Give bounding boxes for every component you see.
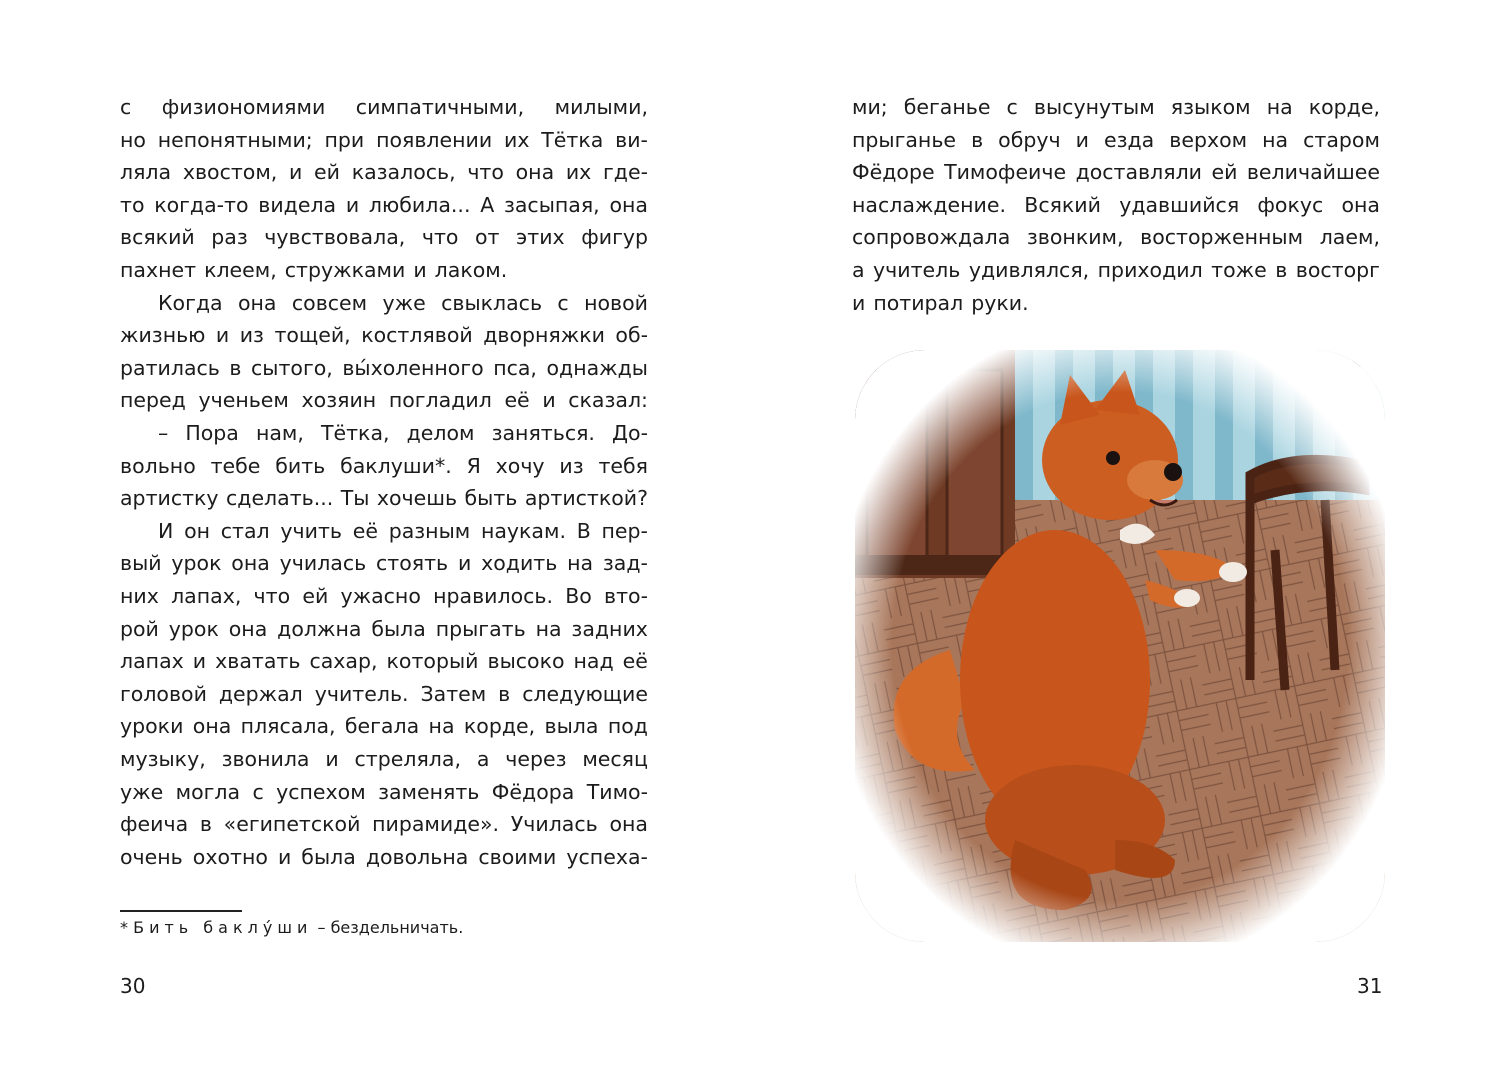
word: чувствовала, [264,225,406,250]
word: с [1006,95,1018,119]
word: языком [1170,95,1251,119]
word: звонила [221,747,310,771]
word: но [120,127,146,152]
word: хвостом, [182,160,278,185]
word: и [852,290,866,315]
text-line [120,488,648,509]
word: Ты [340,486,370,511]
word: засыпая, [503,192,600,217]
word: он [184,518,211,543]
word: и [345,192,360,217]
word: этих [516,225,565,250]
word: Тётка, [320,421,390,445]
word: непонятными; [157,127,313,152]
word: восторженным [1140,225,1304,250]
text-line [852,162,1380,183]
page-number-right: 31 [1357,974,1383,998]
word: делом [406,421,475,445]
word: с [557,290,569,315]
word: лаем, [1319,225,1380,250]
dog-illustration [855,350,1385,942]
word: восторг [1295,258,1380,282]
word: пер- [601,518,648,543]
word: она [192,714,232,739]
word: сделать... [226,486,334,511]
word: в [498,681,511,706]
word: и [325,747,339,771]
word: Затем [420,681,487,706]
word: всякий [120,225,195,250]
text-line [120,260,648,281]
word: её [504,388,530,413]
text-line [120,586,648,607]
word: старом [1303,127,1380,152]
word: под [607,714,648,739]
word: вто- [604,584,648,608]
word: и [542,388,556,413]
word: и [1075,127,1089,152]
word: на [567,551,594,576]
word: в [971,127,984,152]
word: Тимо- [586,779,648,804]
word: тощей, [274,323,351,348]
text-line [852,127,1380,152]
text-line [120,192,648,217]
word: пирамиде». [372,812,500,837]
word: тоже [1211,258,1267,282]
word: учитель [873,258,961,282]
word: обруч [998,127,1061,152]
word: И [158,518,174,543]
word: любила... [368,192,471,217]
word: бегала [344,714,420,739]
word: Во [565,584,592,608]
word: через [505,747,567,771]
word: хватать [215,649,301,674]
word: тебя [598,453,648,478]
word: казалось, [351,160,456,185]
text-line [120,616,648,641]
text-line [120,325,648,346]
word: ратилась [120,355,220,380]
word: Фёдоре [852,160,935,185]
word: милыми, [554,95,648,119]
word: них [120,584,159,608]
footnote-term: Бить баклу́ши [133,918,313,937]
word: музыку, [120,747,206,771]
word: об- [615,323,648,348]
word: лаком. [434,258,508,282]
text-line [158,518,648,543]
word: урок [171,551,222,576]
word: клеем, [204,258,277,282]
word: на [1266,95,1293,119]
word: который [386,649,479,674]
word: артистку [120,486,219,511]
word: при [324,127,365,152]
word: когда-то [154,192,249,217]
word: вый [120,551,162,576]
text-line [852,290,1380,315]
word: могла [175,779,241,804]
word: их [504,127,530,152]
word: нравилось. [433,584,553,608]
word: задних [571,616,648,641]
word: Тётка [541,127,604,152]
word: она [231,551,270,576]
text-line [158,423,648,444]
word: лапах [120,649,184,674]
word: артисткой? [524,486,648,511]
word: то [120,192,145,217]
word: хочешь [376,486,458,511]
word: Всякий [1024,192,1101,217]
word: из [239,323,264,348]
word: пахнет [120,258,197,282]
text-line [852,192,1380,217]
word: её [622,649,648,674]
word: погладил [388,388,492,413]
word: корде, [1308,95,1380,119]
word: Тимофеиче [944,160,1067,185]
text-line [852,227,1380,248]
word: ужасно [340,584,421,608]
word: уже [120,779,164,804]
word: месяц [582,747,648,771]
word: разным [388,518,471,543]
word: свыклась [441,290,543,315]
word: была [301,844,356,869]
word: Когда [158,290,223,315]
word: в [229,355,242,380]
word: на [428,714,455,739]
word: сопровождала [852,225,1011,250]
text-line [852,97,1380,118]
word: высоко [487,649,565,674]
footnote [120,920,463,936]
word: очень [120,844,183,869]
word: симпатичными, [355,95,525,119]
word: фигур [581,225,648,250]
word: Училась [510,812,598,837]
word: из [559,453,584,478]
word: она [228,616,268,641]
word: наслаждение. [852,192,1007,217]
word: удавшийся [1119,192,1240,217]
word: ей [302,584,329,608]
word: Я [466,453,481,478]
word: приходил [1097,258,1203,282]
word: корде, [463,714,536,739]
word: стружками [284,258,406,282]
text-line [120,453,648,478]
word: сказал: [568,388,648,413]
word: – [158,421,169,445]
word: однажды [546,355,648,380]
word: заняться. [491,421,595,445]
word: доставляли [1075,160,1202,185]
word: До- [612,421,648,445]
word: высунутым [1033,95,1155,119]
word: сахар, [309,649,378,674]
word: где- [603,160,648,185]
word: что [253,584,291,608]
word: беганье [903,95,991,119]
word: фокус [1257,192,1324,217]
word: ученьем [198,388,289,413]
word: своими [478,844,557,869]
text-line [120,779,648,804]
word: плясала, [240,714,336,739]
word: уже [382,290,426,315]
word: успехом [276,779,366,804]
word: ви- [615,127,648,152]
footnote-dash: – [317,918,326,937]
word: прыгать [435,616,526,641]
word: быть [464,486,518,511]
word: и [192,649,207,674]
text-line [120,749,648,770]
word: бить [275,453,326,478]
word: и [413,258,427,282]
word: их [565,160,592,185]
word: феича [120,812,189,837]
word: хозяин [301,388,377,413]
word: видела [258,192,337,217]
word: ходить [481,551,558,576]
text-line [120,844,648,869]
word: прыганье [852,127,957,152]
word: в [1275,258,1288,282]
word: с [252,779,264,804]
word: успеха- [566,844,648,869]
word: верхом [1169,127,1248,152]
word: на [1262,127,1289,152]
word: должна [277,616,362,641]
word: и [289,160,303,185]
word: появлении [376,127,493,152]
word: лапах, [171,584,242,608]
word: она [237,290,277,315]
word: урок [168,616,219,641]
word: вы́холенного [342,355,484,380]
word: удивлялся, [968,258,1090,282]
word: езда [1103,127,1155,152]
page-number-left: 30 [120,974,146,998]
word: ей [314,160,340,185]
word: заменять [378,779,480,804]
word: с [120,95,132,119]
word: стреляла, [354,747,461,771]
text-line [120,227,648,248]
word: охотно [192,844,268,869]
word: что [421,225,459,250]
text-line [120,390,648,411]
word: стоять [376,551,449,576]
word: вольно [120,453,196,478]
footnote-definition: бездельничать. [330,918,464,937]
word: совсем [291,290,368,315]
text-line [120,553,648,574]
word: и [277,844,292,869]
word: головой [120,681,207,706]
footnote-divider [120,910,242,912]
word: а [476,747,490,771]
word: её [352,518,378,543]
word: новой [584,290,648,315]
word: ей [1211,160,1238,185]
word: жизнью [120,323,206,348]
word: пса, [493,355,537,380]
word: учить [280,518,342,543]
word: А [480,192,495,217]
text-line [120,162,648,183]
word: потирал [873,290,964,315]
footnote-marker: * [120,918,128,937]
word: следующие [522,681,648,706]
word: нам, [255,421,304,445]
text-line [120,355,648,380]
word: она [609,192,648,217]
word: баклуши*. [340,453,452,478]
word: над [573,649,614,674]
word: а [852,258,865,282]
word: перед [120,388,186,413]
word: дворняжки [483,323,605,348]
word: и [215,323,230,348]
word: в [199,812,212,837]
word: ми; [852,95,888,119]
word: на [535,616,562,641]
word: была [371,616,426,641]
word: величайшее [1246,160,1380,185]
word: она [609,812,648,837]
word: училась [279,551,367,576]
text-line [158,290,648,315]
word: стал [220,518,270,543]
word: звонким, [1026,225,1124,250]
text-line [120,97,648,118]
word: сытого, [251,355,333,380]
word: довольна [365,844,469,869]
word: выла [544,714,599,739]
word: раз [211,225,248,250]
word: «египетской [223,812,361,837]
word: хочу [495,453,545,478]
word: она [1341,192,1380,217]
word: рой [120,616,159,641]
word: наукам. [480,518,566,543]
word: она [515,160,555,185]
word: ляла [120,160,172,185]
word: зад- [602,551,648,576]
word: что [467,160,504,185]
word: В [576,518,591,543]
word: руки. [971,290,1029,315]
word: Пора [185,421,239,445]
word: учитель. [314,681,409,706]
word: и [457,551,472,576]
word: от [475,225,500,250]
text-line [120,716,648,737]
text-line [120,127,648,152]
text-line [120,681,648,706]
word: костлявой [361,323,473,348]
word: уроки [120,714,184,739]
text-line [120,814,648,835]
word: тебе [210,453,261,478]
text-line [120,651,648,672]
text-line [852,260,1380,281]
word: физиономиями [161,95,326,119]
word: Фёдора [491,779,575,804]
word: держал [218,681,303,706]
